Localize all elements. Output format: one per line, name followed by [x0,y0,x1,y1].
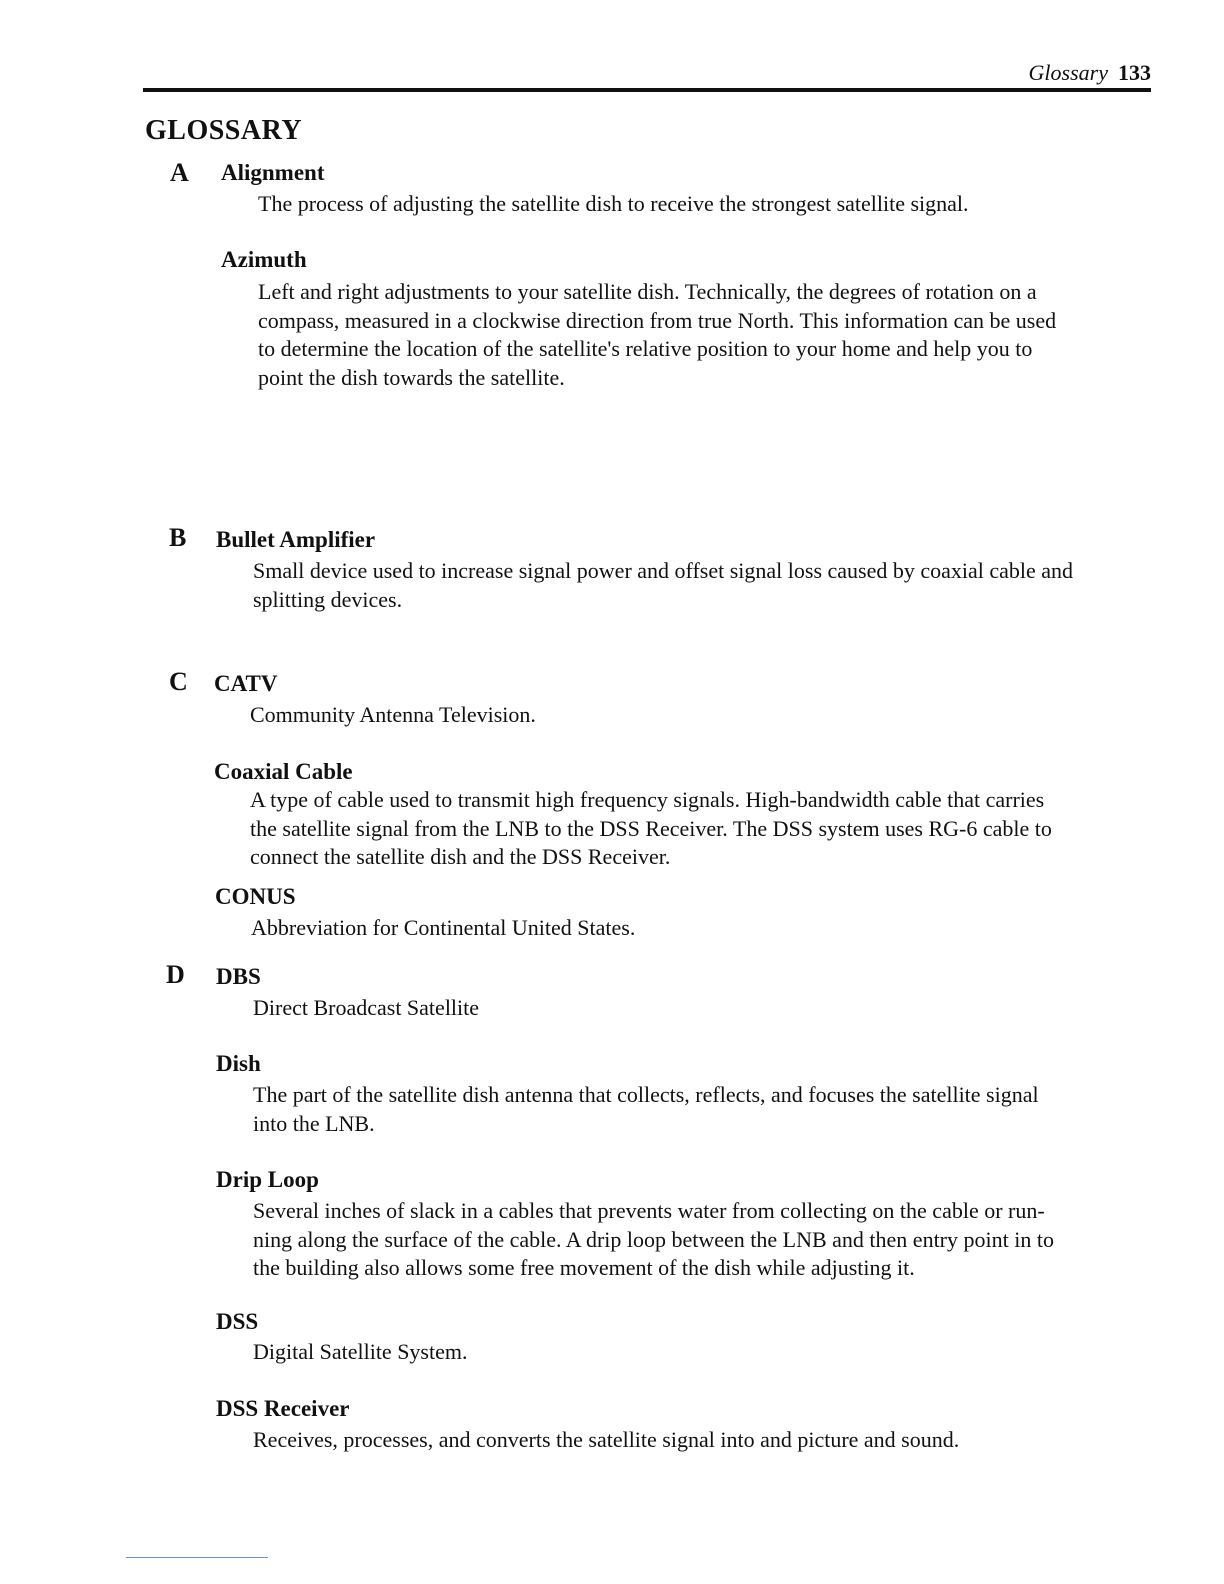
definition-line: connect the satellite dish and the DSS Receiver. [250,844,671,869]
section-letter-a: A [170,158,189,187]
definition-drip-loop [253,1197,1054,1283]
term-azimuth: Azimuth [221,247,307,272]
definition-line: The part of the satellite dish antenna that collects, reflects, and focuses the satellite signal [253,1082,1039,1107]
definition-bullet-amplifier [253,557,1073,614]
section-letter-c: C [169,667,188,696]
definition-line: to determine the location of the satellite's relative position to your home and help you to [258,336,1033,361]
header-rule [143,88,1151,92]
section-letter-d: D [166,960,185,989]
definition-catv: Community Antenna Television. [250,702,536,727]
page-title: GLOSSARY [145,115,303,146]
definition-line: Several inches of slack in a cables that prevents water from collecting on the cable or run- [253,1198,1045,1223]
definition-conus: Abbreviation for Continental United States. [251,915,636,940]
term-dss: DSS [216,1309,259,1334]
definition-line: into the LNB. [253,1110,375,1136]
term-coaxial-cable: Coaxial Cable [214,759,353,784]
definition-alignment: The process of adjusting the satellite dish to receive the strongest satellite signal. [258,191,969,216]
term-drip-loop: Drip Loop [216,1167,319,1192]
term-dish: Dish [216,1051,261,1076]
definition-azimuth [258,278,1056,392]
term-bullet-amplifier: Bullet Amplifier [216,527,376,552]
definition-dish [253,1081,1039,1138]
definition-coaxial-cable [250,786,1052,872]
definition-line: splitting devices. [253,586,403,612]
header-section: Glossary [1028,60,1108,85]
definition-dbs: Direct Broadcast Satellite [253,995,480,1020]
definition-line: the building also allows some free movement of the dish while adjusting it. [253,1255,915,1280]
term-dbs: DBS [216,964,261,989]
definition-line: Small device used to increase signal power and offset signal loss caused by coaxial cable and [253,558,1074,583]
definition-line: ning along the surface of the cable. A drip loop between the LNB and then entry point in to [253,1226,1054,1252]
definition-line: Left and right adjustments to your satellite dish. Technically, the degrees of rotation on a [258,279,1037,304]
definition-line: the satellite signal from the LNB to the DSS Receiver. The DSS system uses RG-6 cable to [250,815,1052,841]
definition-dss-receiver: Receives, processes, and converts the satellite signal into and picture and sound. [253,1427,960,1452]
definition-line: A type of cable used to transmit high frequency signals. High-bandwidth cable that carries [250,787,1045,812]
definition-line: compass, measured in a clockwise direction from true North. This information can be used [258,307,1057,333]
term-alignment: Alignment [221,160,325,185]
definition-dss: Digital Satellite System. [253,1339,468,1364]
term-dss-receiver: DSS Receiver [216,1396,350,1421]
term-conus: CONUS [215,884,296,909]
term-catv: CATV [214,671,278,696]
running-header [1029,58,1151,88]
page-number: 133 [1118,60,1151,85]
definition-line: point the dish towards the satellite. [258,364,565,390]
section-letter-b: B [169,523,187,552]
footer-rule [126,1557,268,1558]
